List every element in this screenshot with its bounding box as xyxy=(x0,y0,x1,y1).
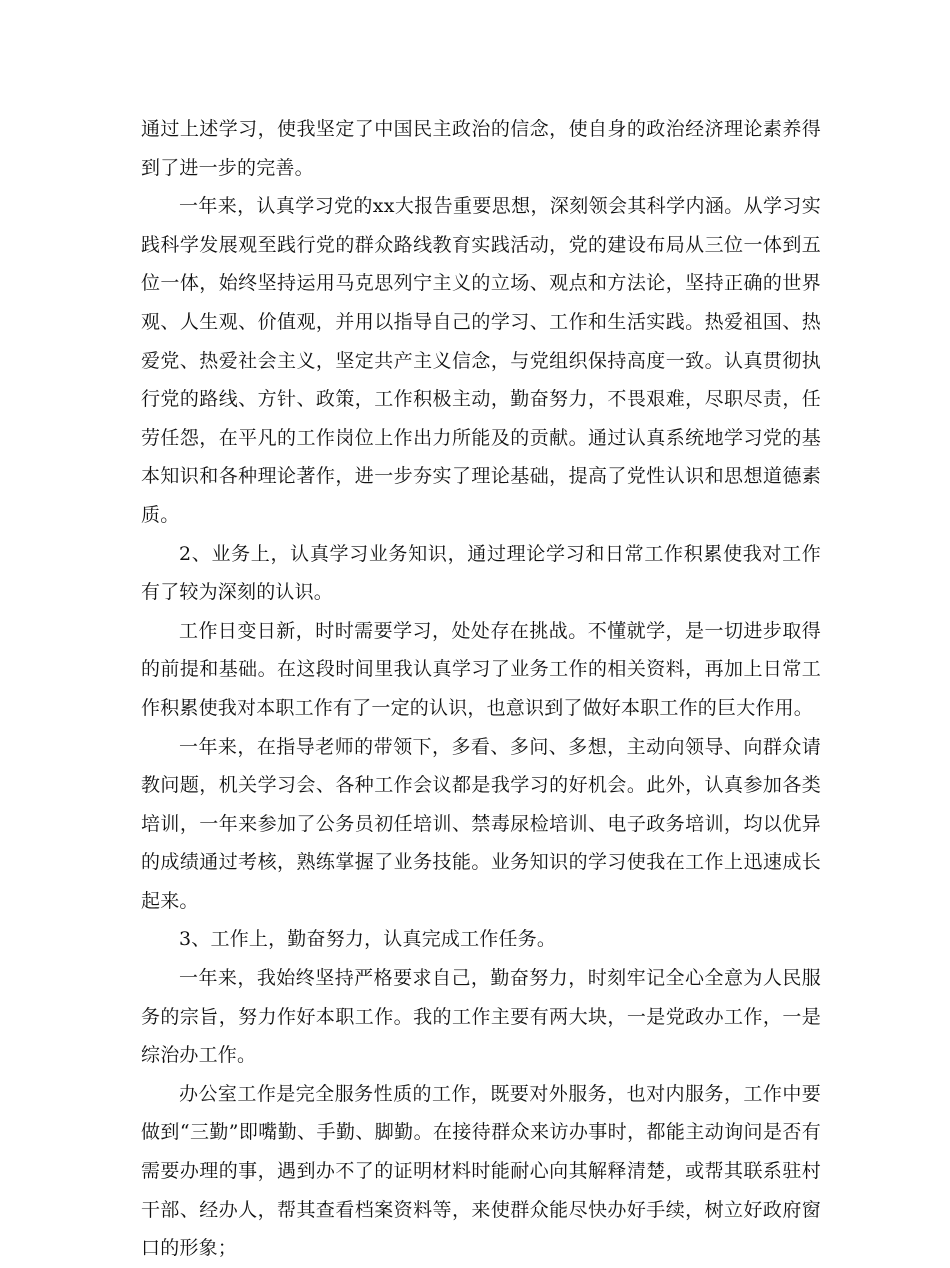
document-body xyxy=(141,110,821,1268)
paragraph-3: 2、业务上，认真学习业务知识，通过理论学习和日常工作积累使我对工作有了较为深刻的认识。 xyxy=(141,542,821,604)
paragraph-8: 办公室工作是完全服务性质的工作，既要对外服务，也对内服务，工作中要做到“三勤”即嘴勤、手勤、脚勤。在接待群众来访办事时，都能主动询问是否有需要办理的事，遇到办不了的证明材料时能耐心向其解释清楚，或帮其联系驻村干部、经办人，帮其查看档案资料等，来使群众能尽快办好手续，树立好政府窗口的形象； xyxy=(141,1082,821,1260)
paragraph-1: 通过上述学习，使我坚定了中国民主政治的信念，使自身的政治经济理论素养得到了进一步的完善。 xyxy=(141,118,821,179)
paragraph-6: 3、工作上，勤奋努力，认真完成工作任务。 xyxy=(179,928,557,951)
paragraph-2: 一年来，认真学习党的xx大报告重要思想，深刻领会其科学内涵。从学习实践科学发展观至践行党的群众路线教育实践活动，党的建设布局从三位一体到五位一体，始终坚持运用马克思列宁主义的立场、观点和方法论，坚持正确的世界观、人生观、价值观，并用以指导自己的学习、工作和生活实践。热爱祖国、热爱党、热爱社会主义，坚定共产主义信念，与党组织保持高度一致。认真贯彻执行党的路线、方针、政策，工作积极主动，勤奋努力，不畏艰难，尽职尽责，任劳任怨，在平凡的工作岗位上作出力所能及的贡献。通过认真系统地学习党的基本知识和各种理论著作，进一步夯实了理论基础，提高了党性认识和思想道德素质。 xyxy=(141,195,821,526)
paragraph-4: 工作日变日新，时时需要学习，处处存在挑战。不懂就学，是一切进步取得的前提和基础。在这段时间里我认真学习了业务工作的相关资料，再加上日常工作积累使我对本职工作有了一定的认识，也意识到了做好本职工作的巨大作用。 xyxy=(141,619,821,719)
paragraph-5: 一年来，在指导老师的带领下，多看、多问、多想，主动向领导、向群众请教问题，机关学习会、各种工作会议都是我学习的好机会。此外，认真参加各类培训，一年来参加了公务员初任培训、禁毒尿检培训、电子政务培训，均以优异的成绩通过考核，熟练掌握了业务技能。业务知识的学习使我在工作上迅速成长起来。 xyxy=(141,735,821,912)
paragraph-7: 一年来，我始终坚持严格要求自己，勤奋努力，时刻牢记全心全意为人民服务的宗旨，努力作好本职工作。我的工作主要有两大块，一是党政办工作，一是综治办工作。 xyxy=(141,967,821,1067)
